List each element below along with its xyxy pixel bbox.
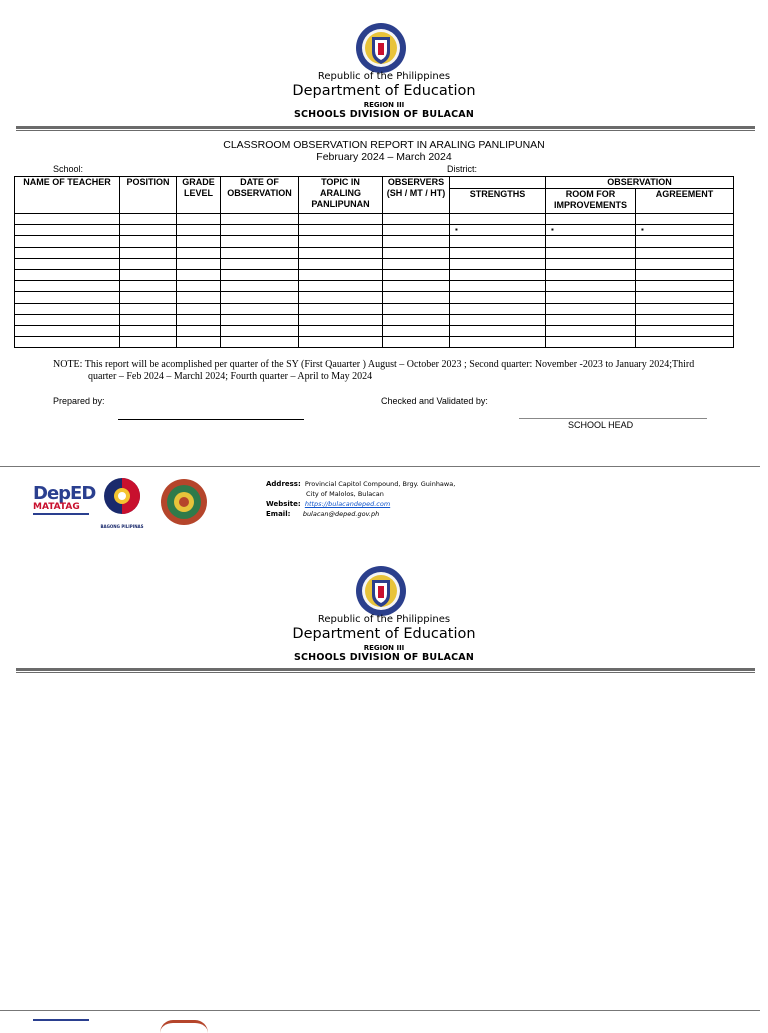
table-cell — [221, 292, 299, 303]
table-cell — [177, 214, 221, 225]
footer-contact: Address: Provincial Capitol Compound, Brgy. Guinhawa, City of Malolos, Bulacan Website: https://bulacandeped.com Email: bulacan@deped.gov.ph — [266, 480, 456, 518]
table-cell — [15, 236, 120, 247]
table-cell — [546, 314, 636, 325]
table-cell — [299, 281, 383, 292]
table-cell — [221, 214, 299, 225]
table-cell — [636, 281, 734, 292]
table-cell — [546, 303, 636, 314]
table-cell — [383, 303, 450, 314]
header-rule-thin — [16, 130, 755, 131]
department-title-page2: Department of Education — [292, 626, 476, 642]
table-cell — [450, 303, 546, 314]
region-text-page2: REGION III — [363, 644, 405, 652]
table-cell — [120, 214, 177, 225]
table-row — [15, 225, 734, 236]
bagong-pilipinas-logo: BAGONG PILIPINAS — [97, 476, 147, 529]
observation-table — [14, 176, 734, 348]
table-row — [15, 236, 734, 247]
table-cell — [120, 281, 177, 292]
table-cell — [15, 281, 120, 292]
table-cell — [450, 236, 546, 247]
table-cell — [177, 337, 221, 348]
table-cell — [177, 236, 221, 247]
footer-rule-page2 — [0, 1010, 760, 1011]
table-row — [15, 292, 734, 303]
table-cell — [383, 247, 450, 258]
table-cell — [15, 292, 120, 303]
header-grade-level: GRADE LEVEL — [177, 177, 221, 214]
table-row — [15, 258, 734, 269]
table-cell — [120, 247, 177, 258]
table-cell — [221, 247, 299, 258]
header-blank — [450, 177, 546, 189]
table-cell — [177, 325, 221, 336]
table-cell — [450, 314, 546, 325]
table-cell — [636, 303, 734, 314]
table-cell — [177, 314, 221, 325]
table-cell — [15, 337, 120, 348]
table-cell — [383, 225, 450, 236]
prepared-signature-line — [118, 419, 304, 420]
prepared-by-label: Prepared by: — [53, 396, 105, 406]
table-cell — [221, 314, 299, 325]
checked-signature-line — [519, 418, 707, 419]
table-cell — [546, 281, 636, 292]
table-cell — [221, 325, 299, 336]
table-cell — [15, 314, 120, 325]
table-cell — [383, 236, 450, 247]
bullet-cell: ▪ — [450, 225, 546, 236]
division-text-page2: SCHOOLS DIVISION OF BULACAN — [293, 652, 475, 663]
header-rule-page2 — [16, 668, 755, 671]
table-cell — [636, 325, 734, 336]
table-cell — [15, 214, 120, 225]
table-cell — [15, 247, 120, 258]
division-text: SCHOOLS DIVISION OF BULACAN — [293, 109, 475, 120]
deped-seal-icon-page2 — [355, 565, 407, 617]
header-strengths: STRENGTHS — [450, 189, 546, 214]
table-cell — [177, 225, 221, 236]
checked-by-label: Checked and Validated by: — [381, 396, 488, 406]
table-row — [15, 303, 734, 314]
table-cell — [177, 292, 221, 303]
table-cell — [120, 337, 177, 348]
table-cell — [299, 325, 383, 336]
table-cell — [177, 258, 221, 269]
bulacan-division-seal-icon — [160, 478, 208, 530]
table-row — [15, 281, 734, 292]
table-cell — [120, 292, 177, 303]
table-cell — [383, 314, 450, 325]
table-cell — [221, 337, 299, 348]
table-cell — [546, 214, 636, 225]
republic-text-page2: Republic of the Philippines — [317, 614, 451, 625]
deped-matatag-logo: DepED MATATAG — [33, 483, 95, 515]
table-cell — [120, 303, 177, 314]
table-cell — [120, 269, 177, 280]
republic-text: Republic of the Philippines — [317, 71, 451, 82]
table-cell — [299, 303, 383, 314]
table-cell — [299, 269, 383, 280]
table-cell — [120, 314, 177, 325]
table-cell — [383, 325, 450, 336]
region-text: REGION III — [363, 101, 405, 109]
school-head-label: SCHOOL HEAD — [568, 420, 634, 430]
table-cell — [221, 281, 299, 292]
table-cell — [636, 214, 734, 225]
table-cell — [15, 325, 120, 336]
table-cell — [546, 269, 636, 280]
table-cell — [299, 214, 383, 225]
table-cell — [177, 303, 221, 314]
bulacan-seal-partial — [160, 1020, 208, 1033]
table-cell — [177, 269, 221, 280]
department-title: Department of Education — [292, 83, 476, 99]
report-title: CLASSROOM OBSERVATION REPORT IN ARALING PANLIPUNAN — [223, 139, 545, 151]
table-cell — [450, 214, 546, 225]
table-cell — [299, 292, 383, 303]
table-cell — [383, 281, 450, 292]
table-cell — [299, 337, 383, 348]
table-cell — [177, 247, 221, 258]
table-cell — [450, 269, 546, 280]
table-row — [15, 314, 734, 325]
deped-logo-partial — [33, 1019, 89, 1021]
table-cell — [450, 281, 546, 292]
table-cell — [15, 225, 120, 236]
table-cell — [120, 325, 177, 336]
report-period: February 2024 – March 2024 — [316, 151, 452, 163]
table-row — [15, 325, 734, 336]
table-cell — [221, 269, 299, 280]
table-cell — [450, 292, 546, 303]
table-cell — [221, 303, 299, 314]
table-cell — [221, 258, 299, 269]
table-cell — [15, 258, 120, 269]
district-label: District: — [447, 164, 477, 174]
table-cell — [636, 247, 734, 258]
table-cell — [299, 314, 383, 325]
header-room-for-improvements: ROOM FOR IMPROVEMENTS — [546, 189, 636, 214]
table-cell — [546, 325, 636, 336]
school-label: School: — [53, 164, 84, 174]
table-cell — [546, 236, 636, 247]
header-observers: OBSERVERS (SH / MT / HT) — [383, 177, 450, 214]
table-cell — [383, 258, 450, 269]
table-cell — [15, 303, 120, 314]
table-cell — [636, 314, 734, 325]
table-cell — [383, 292, 450, 303]
table-cell — [636, 337, 734, 348]
table-cell — [177, 281, 221, 292]
table-cell — [450, 337, 546, 348]
header-topic: TOPIC IN ARALING PANLIPUNAN — [299, 177, 383, 214]
header-rule — [16, 126, 755, 129]
table-cell — [120, 236, 177, 247]
table-row — [15, 247, 734, 258]
table-cell — [546, 247, 636, 258]
header-observation: OBSERVATION — [546, 177, 734, 189]
bullet-cell: ▪ — [546, 225, 636, 236]
table-row — [15, 337, 734, 348]
table-cell — [450, 247, 546, 258]
table-header-row — [15, 177, 734, 189]
table-cell — [546, 292, 636, 303]
table-cell — [221, 225, 299, 236]
table-cell — [383, 337, 450, 348]
table-cell — [120, 225, 177, 236]
table-cell — [546, 258, 636, 269]
header-name-of-teacher: NAME OF TEACHER — [15, 177, 120, 214]
deped-seal-icon — [355, 22, 407, 74]
table-cell — [383, 214, 450, 225]
table-row — [15, 214, 734, 225]
email-text: bulacan@deped.gov.ph — [302, 510, 380, 518]
table-cell — [299, 225, 383, 236]
footer-rule — [0, 466, 760, 467]
table-cell — [450, 258, 546, 269]
header-date-of-observation: DATE OF OBSERVATION — [221, 177, 299, 214]
table-cell — [299, 236, 383, 247]
table-cell — [636, 269, 734, 280]
website-link[interactable]: https://bulacandeped.com — [304, 500, 391, 508]
table-cell — [299, 247, 383, 258]
table-cell — [636, 258, 734, 269]
table-cell — [546, 337, 636, 348]
table-cell — [636, 236, 734, 247]
header-rule-thin-page2 — [16, 672, 755, 673]
bullet-cell: ▪ — [636, 225, 734, 236]
table-cell — [383, 269, 450, 280]
table-cell — [120, 258, 177, 269]
table-cell — [15, 269, 120, 280]
table-cell — [299, 258, 383, 269]
header-agreement: AGREEMENT — [636, 189, 734, 214]
table-row — [15, 269, 734, 280]
header-position: POSITION — [120, 177, 177, 214]
note-text: NOTE: This report will be acomplished per quarter of the SY (First Qauarter ) August – October 2023 ; Second quarter: November -2023 to January 2024;Third quarter – Feb 2024 – Marchl 2024; Fourth quarter – April to May 2024 — [53, 359, 695, 382]
table-cell — [636, 292, 734, 303]
table-cell — [450, 325, 546, 336]
table-cell — [221, 236, 299, 247]
